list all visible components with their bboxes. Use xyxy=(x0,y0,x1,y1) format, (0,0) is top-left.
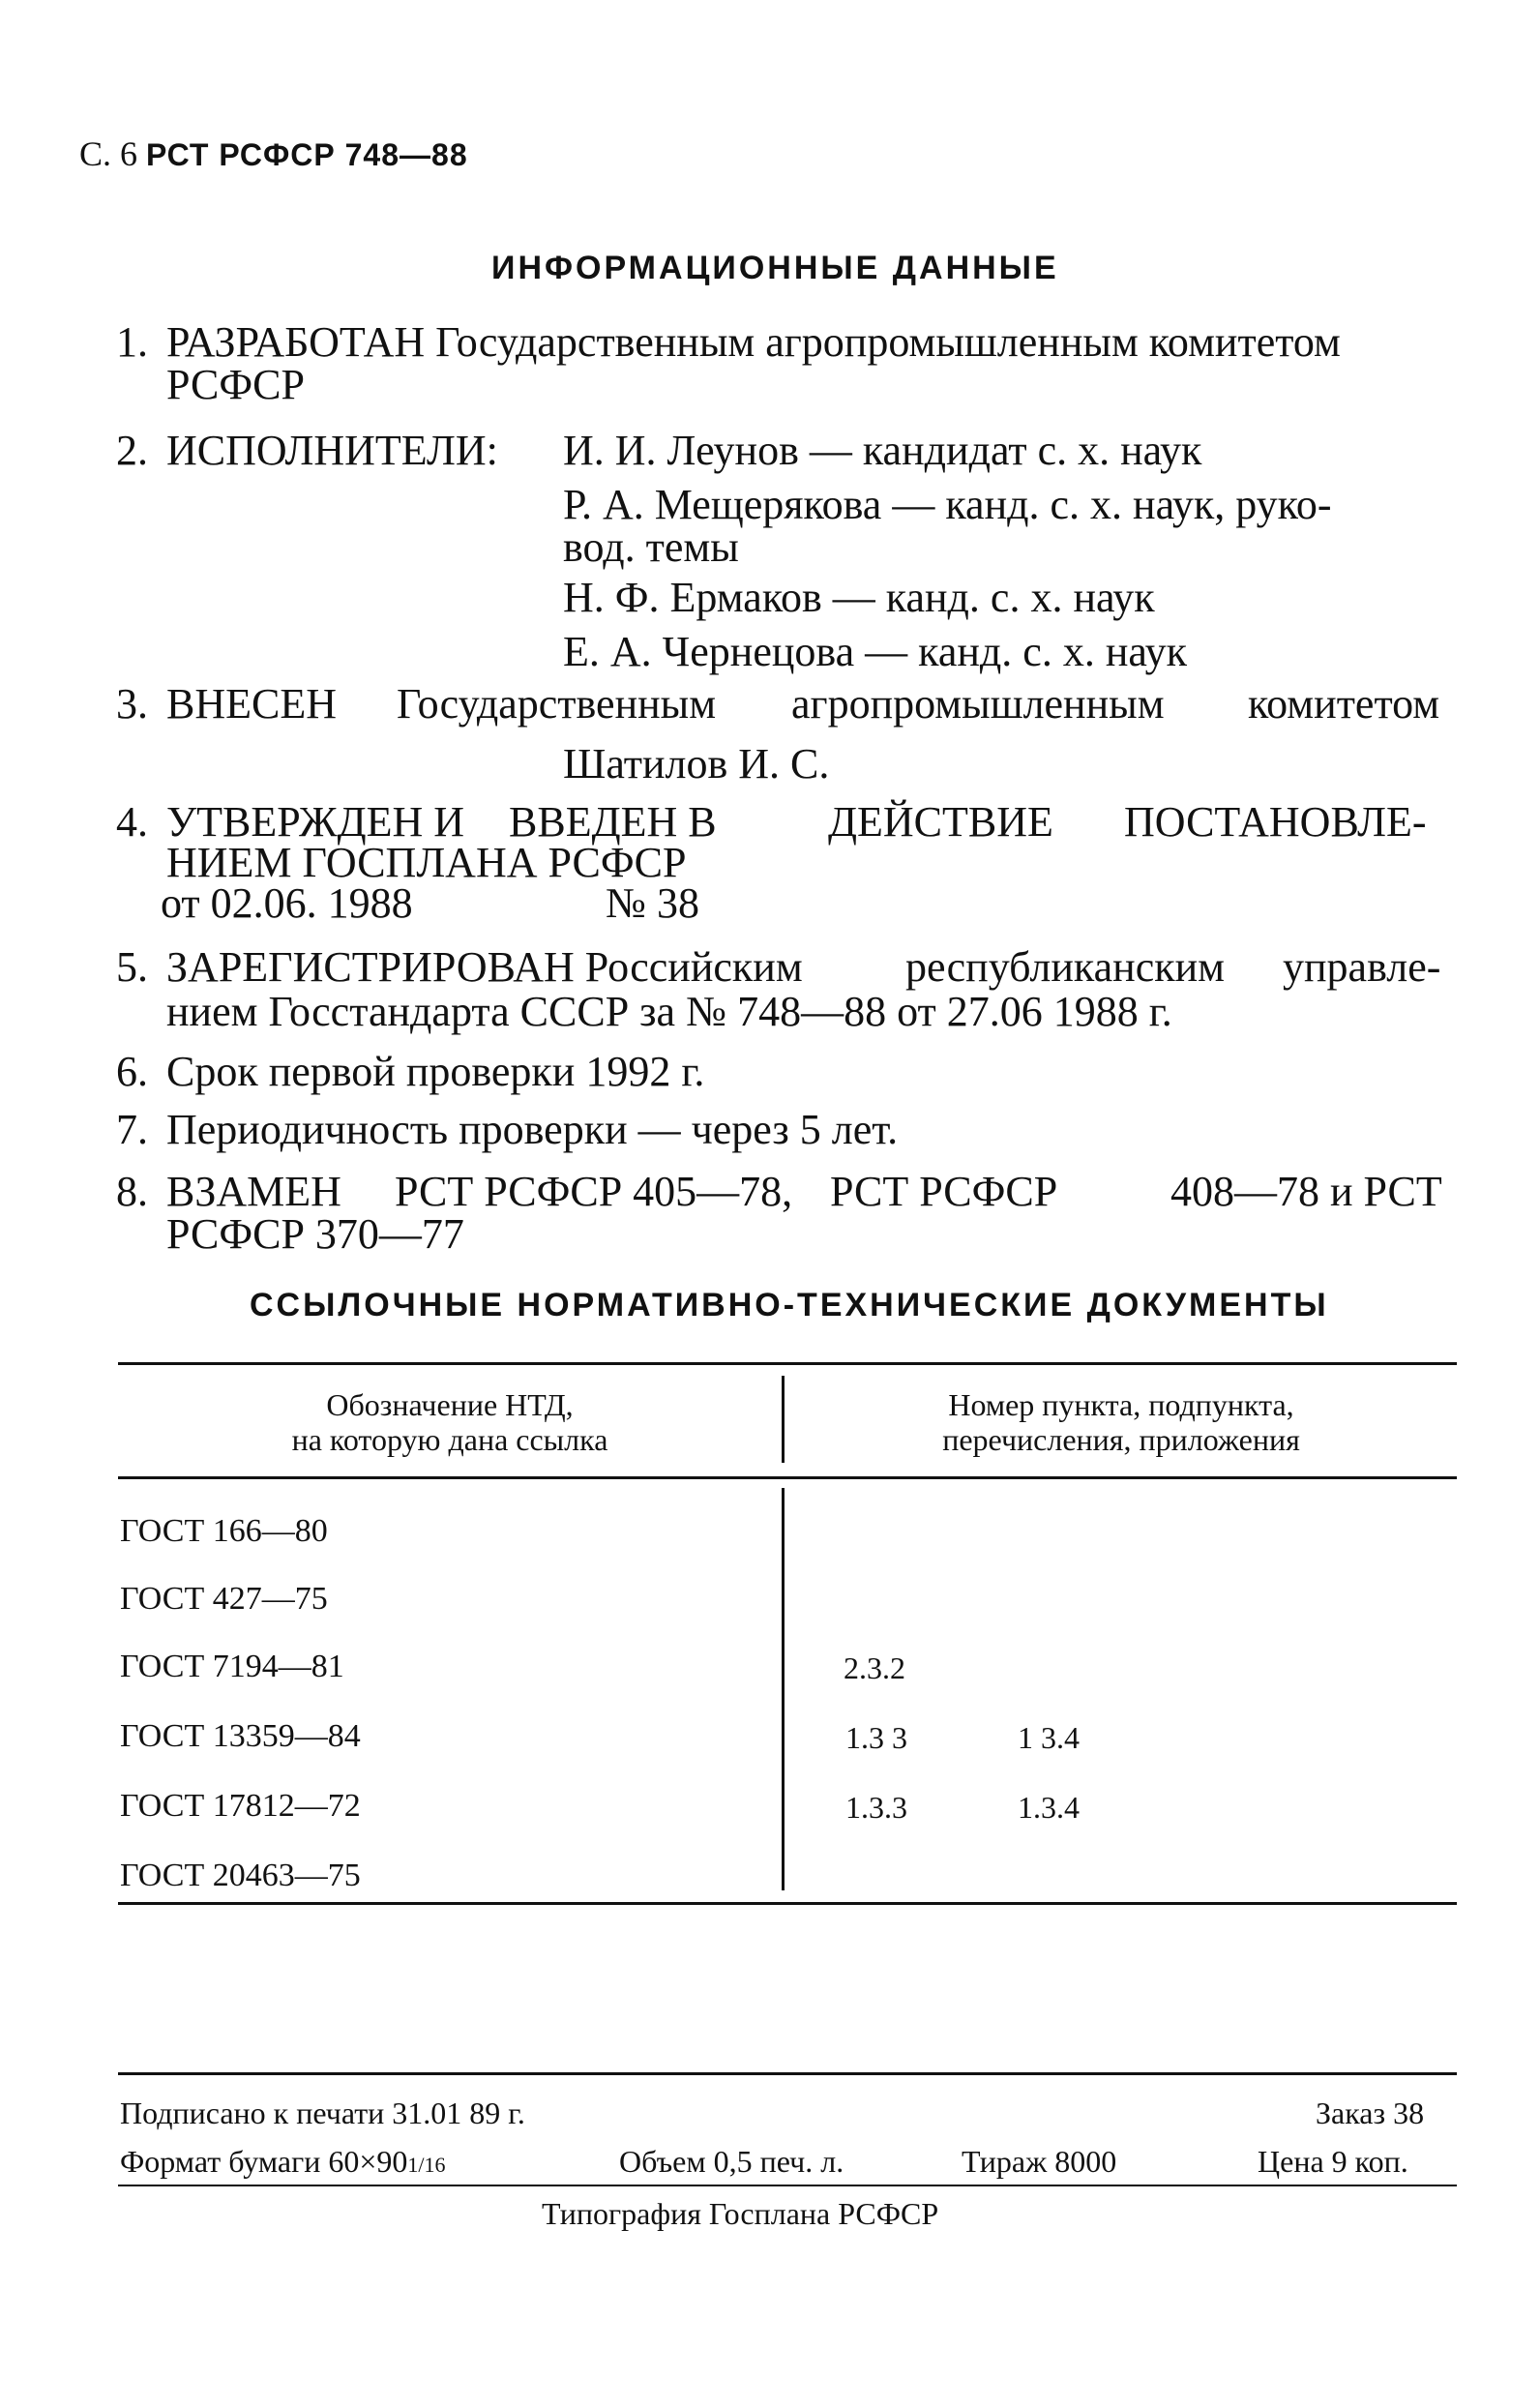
item-4-word2: ВВЕДЕН В xyxy=(509,798,717,846)
table-row-clause: 1.3.3 xyxy=(845,1790,907,1825)
standard-code: РСТ РСФСР 748—88 xyxy=(146,137,468,172)
col1-header-line1: Обозначение НТД, xyxy=(326,1387,574,1422)
item-5-line2: нием Госстандарта СССР за № 748—88 от 27.06 1988 г. xyxy=(166,988,1172,1035)
item-5-word3: управле- xyxy=(1283,943,1441,991)
performer-3: Н. Ф. Ермаков — канд. с. х. наук xyxy=(563,574,1155,621)
item-5-word2: республиканским xyxy=(905,943,1225,991)
table-row-clause: 1.3.4 xyxy=(1018,1790,1080,1825)
item-4-word4: ПОСТАНОВЛЕ- xyxy=(1124,798,1427,846)
page-number: С. 6 xyxy=(79,134,138,173)
page-header xyxy=(79,134,468,174)
info-title: ИНФОРМАЦИОННЫЕ ДАННЫЕ xyxy=(491,250,1059,286)
item-6-text: Срок первой проверки 1992 г. xyxy=(166,1048,705,1095)
table-row-doc: ГОСТ 7194—81 xyxy=(120,1649,344,1684)
imprint-price: Цена 9 коп. xyxy=(1258,2144,1408,2179)
item-4-word1: УТВЕРЖДЕН И xyxy=(166,798,465,846)
table-row-clause: 2.3.2 xyxy=(844,1650,905,1685)
imprint-format-fraction: 1/16 xyxy=(407,2153,446,2177)
item-4-word3: ДЕЙСТВИЕ xyxy=(828,798,1053,846)
refs-title: ССЫЛОЧНЫЕ НОРМАТИВНО-ТЕХНИЧЕСКИЕ ДОКУМЕНТЫ xyxy=(250,1287,1329,1323)
item-2-label: ИСПОЛНИТЕЛИ: xyxy=(166,427,498,474)
table-row-clause: 1.3 3 xyxy=(845,1720,907,1755)
table-row-doc: ГОСТ 427—75 xyxy=(120,1581,328,1617)
table-header-rule xyxy=(118,1476,1457,1479)
imprint-volume: Объем 0,5 печ. л. xyxy=(619,2144,844,2179)
item-3-number: 3. xyxy=(116,680,148,728)
item-4-number: 4. xyxy=(116,798,148,846)
item-7-number: 7. xyxy=(116,1106,148,1153)
item-3-line2: Шатилов И. С. xyxy=(563,740,830,788)
item-8-word1: ВЗАМЕН xyxy=(166,1168,341,1215)
item-8-line2: РСФСР 370—77 xyxy=(166,1210,464,1258)
item-4-doc-number: № 38 xyxy=(606,879,699,927)
table-top-rule xyxy=(118,1362,1457,1365)
item-8-word4: 408—78 и РСТ xyxy=(1170,1168,1442,1215)
performer-1: И. И. Леунов — кандидат с. х. наук xyxy=(563,427,1202,474)
item-3-word2: Государственным xyxy=(397,680,717,728)
performer-2-line1: Р. А. Мещерякова — канд. с. х. наук, руко- xyxy=(563,481,1332,528)
item-8-word2: РСТ РСФСР 405—78, xyxy=(395,1168,793,1215)
col2-header-line2: перечисления, приложения xyxy=(942,1422,1300,1457)
item-8-word3: РСТ РСФСР xyxy=(830,1168,1058,1215)
table-row-clause: 1 3.4 xyxy=(1018,1720,1080,1755)
imprint-run: Тираж 8000 xyxy=(962,2144,1117,2179)
item-4-date: от 02.06. 1988 xyxy=(161,879,413,927)
performer-2-line2: вод. темы xyxy=(563,523,739,571)
imprint-printer: Типография Госплана РСФСР xyxy=(542,2196,939,2231)
table-bottom-rule xyxy=(118,1902,1457,1905)
item-3-word3: агропромышленным xyxy=(791,680,1165,728)
table-row-doc: ГОСТ 13359—84 xyxy=(120,1718,361,1754)
imprint-format-label: Формат бумаги 60×90 xyxy=(120,2144,408,2179)
table-row-doc: ГОСТ 17812—72 xyxy=(120,1788,361,1824)
col1-header-line2: на которую дана ссылка xyxy=(291,1422,608,1457)
item-3-word1: ВНЕСЕН xyxy=(166,680,337,728)
item-1-line2: РСФСР xyxy=(166,361,305,408)
table-header-divider xyxy=(782,1376,785,1463)
item-4-line2: НИЕМ ГОСПЛАНА РСФСР xyxy=(166,839,687,886)
table-row-doc: ГОСТ 166—80 xyxy=(120,1513,328,1549)
item-6-number: 6. xyxy=(116,1048,148,1095)
col2-header-line1: Номер пункта, подпункта, xyxy=(948,1387,1294,1422)
item-3-word4: комитетом xyxy=(1248,680,1440,728)
item-1-line1: РАЗРАБОТАН Государственным агропромышленным комитетом xyxy=(166,318,1341,366)
item-1-number: 1. xyxy=(116,318,148,366)
item-5-word1: ЗАРЕГИСТРИРОВАН Российским xyxy=(166,943,803,991)
item-2-number: 2. xyxy=(116,427,148,474)
imprint-rule xyxy=(118,2072,1457,2075)
table-body-divider xyxy=(782,1488,785,1890)
imprint-format xyxy=(120,2144,445,2180)
imprint-signed: Подписано к печати 31.01 89 г. xyxy=(120,2096,525,2130)
table-row-doc: ГОСТ 20463—75 xyxy=(120,1858,361,1893)
imprint-underline xyxy=(118,2185,1457,2186)
item-8-number: 8. xyxy=(116,1168,148,1215)
performer-4: Е. А. Чернецова — канд. с. х. наук xyxy=(563,628,1188,675)
item-5-number: 5. xyxy=(116,943,148,991)
item-7-text: Периодичность проверки — через 5 лет. xyxy=(166,1106,899,1153)
imprint-order: Заказ 38 xyxy=(1316,2096,1425,2130)
